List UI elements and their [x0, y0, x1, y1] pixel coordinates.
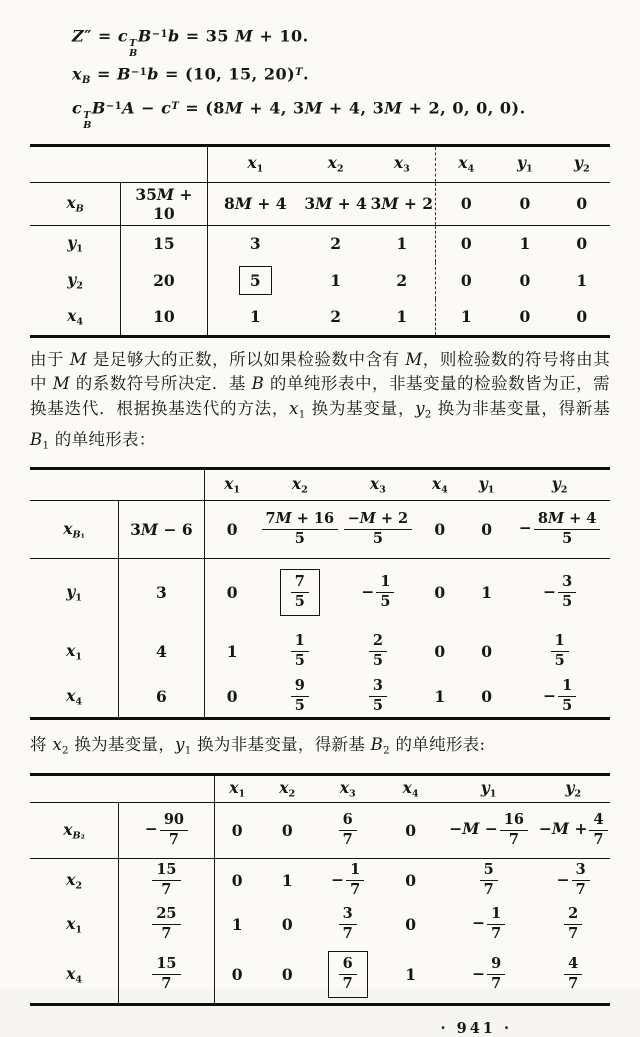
fraction: $\frac{4}{7}$ [564, 956, 582, 992]
matrix-cell: 1 [519, 234, 531, 254]
fraction: $\frac{6}{7}$ [339, 812, 357, 848]
matrix-cell [315, 946, 380, 1004]
column-header [30, 774, 119, 802]
table-row [30, 182, 610, 225]
column-header: $x_4$ [380, 774, 440, 802]
matrix-cell [260, 558, 341, 626]
column-header [121, 145, 208, 182]
column-header: $x_3$ [368, 145, 435, 182]
row-label: $y_1$ [30, 558, 119, 626]
row-value [119, 802, 215, 858]
page-number: · 941 · [440, 1019, 512, 1037]
matrix-cell: 0 [281, 965, 293, 985]
matrix-cell: 1 [481, 583, 492, 603]
matrix-cell: 1 [281, 871, 293, 891]
matrix-cell [536, 946, 610, 1004]
matrix-cell: 1 [460, 307, 472, 327]
table-row [30, 802, 610, 858]
column-header: $x_2$ [260, 468, 341, 500]
column-header: $x_1$ [204, 468, 259, 500]
matrix-cell [441, 946, 537, 1004]
matrix-cell: 0 [481, 687, 492, 707]
sign-prefix: − [144, 819, 158, 839]
fraction: $\frac{5}{7}$ [480, 862, 498, 898]
table-row [30, 500, 610, 558]
matrix-cell: 0 [231, 965, 243, 985]
fraction: $\frac{1}{5}$ [291, 633, 309, 669]
matrix-cell: 0 [226, 687, 238, 707]
sign-prefix: − [361, 581, 375, 601]
column-header: $x_1$ [214, 774, 259, 802]
matrix-cell [315, 858, 380, 902]
column-header: $x_4$ [416, 468, 464, 500]
simplex-table-b2 [30, 773, 610, 1006]
fraction: $\frac{3}{5}$ [369, 678, 387, 714]
matrix-cell: 0 [281, 914, 293, 934]
matrix-cell [340, 558, 416, 626]
matrix-cell [340, 500, 416, 558]
matrix-cell: 1 [576, 271, 588, 291]
matrix-cell: 0 [519, 271, 531, 291]
table-row [30, 262, 610, 299]
row-label: $x_{B_2}$ [30, 802, 119, 858]
matrix-cell: 0 [434, 641, 446, 661]
row-value [119, 902, 215, 946]
matrix-cell [315, 802, 380, 858]
column-header: $x_2$ [260, 774, 315, 802]
column-header: $y_2$ [509, 468, 610, 500]
fraction: $\frac{90}{7}$ [160, 812, 188, 848]
matrix-cell [536, 902, 610, 946]
matrix-cell: 0 [576, 234, 588, 254]
matrix-cell: 0 [380, 802, 440, 858]
paragraph-iteration-1: 由于 M 是足够大的正数，所以如果检验数中含有 M，则检验数的符号将由其中 M 的系数符号所决定．基 B 的单纯形表中，非基变量的检验数皆为正，需换基迭代．根据换基迭代的方法，$x_1$ 换为基变量，$y_2$ 换为非基变量，得新基 $B_1$ 的单纯形表： [30, 349, 611, 452]
matrix-cell: 0 [481, 641, 492, 661]
fraction: $\frac{25}{7}$ [152, 906, 180, 942]
column-header [119, 774, 215, 802]
matrix-cell: 0 [576, 307, 588, 327]
matrix-cell: 0 [405, 871, 416, 891]
matrix-cell: 1 [368, 225, 435, 262]
fraction: $\frac{16}{7}$ [500, 812, 528, 848]
matrix-cell: 0 [460, 234, 472, 254]
matrix-cell: 1 [434, 687, 446, 707]
table-row [30, 858, 610, 902]
fraction: $\frac{2}{5}$ [369, 633, 387, 669]
sign-prefix: − [472, 913, 486, 933]
fraction: $\frac{9}{5}$ [291, 678, 309, 714]
column-header: $x_4$ [436, 145, 496, 182]
matrix-cell: 0 [460, 271, 472, 291]
table-row [30, 902, 610, 946]
column-header: $x_2$ [303, 145, 368, 182]
matrix-cell [536, 858, 610, 902]
sign-prefix: − [543, 685, 557, 705]
fraction: $\frac{7M + 16}{5}$ [262, 511, 339, 547]
column-header: $y_1$ [496, 145, 553, 182]
row-value: 4 [119, 626, 205, 676]
matrix-cell [441, 858, 537, 902]
matrix-cell: 0 [496, 182, 553, 225]
matrix-cell: 3 [249, 234, 261, 254]
matrix-cell: 1 [405, 965, 416, 985]
table-row [30, 558, 610, 626]
matrix-cell [207, 262, 303, 299]
matrix-cell [536, 802, 610, 858]
row-label: $x_1$ [30, 626, 119, 676]
row-value [119, 858, 215, 902]
matrix-cell: 0 [260, 802, 315, 858]
column-header: $y_2$ [536, 774, 610, 802]
row-label: $x_4$ [30, 299, 121, 336]
column-header: $y_1$ [441, 774, 537, 802]
row-value: 3 [119, 558, 205, 626]
sign-prefix: −M + [538, 819, 588, 839]
row-value: 3M − 6 [119, 500, 205, 558]
fraction: $\frac{3}{7}$ [572, 862, 590, 898]
fraction: $\frac{3}{7}$ [339, 906, 357, 942]
matrix-cell: 0 [416, 500, 464, 558]
table-row [30, 676, 610, 718]
fraction: $\frac{9}{7}$ [487, 956, 505, 992]
row-value: 20 [121, 262, 208, 299]
matrix-cell: 0 [231, 871, 243, 891]
matrix-cell [441, 802, 537, 858]
pivot-box [328, 951, 368, 997]
fraction: $\frac{2}{7}$ [564, 906, 582, 942]
table-row [30, 946, 610, 1004]
matrix-cell [260, 500, 341, 558]
matrix-cell: 0 [519, 307, 531, 327]
fraction: $\frac{-M + 2}{5}$ [344, 511, 413, 547]
column-header: $y_1$ [464, 468, 509, 500]
matrix-cell: 0 [226, 583, 238, 603]
fraction: $\frac{7}{5}$ [291, 574, 309, 610]
column-header [119, 468, 205, 500]
sign-prefix: − [518, 518, 532, 538]
fraction: $\frac{15}{7}$ [152, 956, 180, 992]
matrix-cell [340, 626, 416, 676]
table-row [30, 225, 610, 262]
sign-prefix: − [331, 869, 345, 889]
header-row [30, 468, 610, 500]
row-value: 35M + 10 [121, 182, 208, 225]
fraction: $\frac{1}{5}$ [558, 678, 576, 714]
matrix-cell: 0 [434, 583, 446, 603]
matrix-cell: 1 [249, 307, 261, 327]
table-row [30, 299, 610, 336]
sign-prefix: − [472, 963, 486, 983]
sign-prefix: −M − [449, 819, 498, 839]
column-header: $x_3$ [315, 774, 380, 802]
header-row [30, 774, 610, 802]
row-label: $x_4$ [30, 676, 119, 718]
matrix-cell: 1 [368, 299, 435, 336]
row-label: $x_B$ [30, 182, 121, 225]
matrix-cell [260, 676, 341, 718]
column-header: $x_1$ [207, 145, 303, 182]
matrix-cell: 2 [330, 307, 341, 327]
simplex-table-initial [30, 144, 610, 338]
matrix-cell: 1 [330, 271, 341, 291]
fraction: $\frac{6}{7}$ [339, 956, 357, 992]
fraction: $\frac{1}{5}$ [376, 574, 394, 610]
matrix-cell: 2 [330, 234, 341, 254]
paragraph-iteration-2: 将 $x_2$ 换为基变量，$y_1$ 换为非基变量，得新基 $B_2$ 的单纯形表: [30, 734, 486, 757]
matrix-cell: 8M + 4 [207, 182, 303, 225]
matrix-cell: 0 [405, 914, 416, 934]
fraction: $\frac{1}{7}$ [346, 862, 364, 898]
header-row [30, 145, 610, 182]
equation-reduced-costs: c T B $B^{-1}A - c^T = (8M + 4$, 3M + 4, 3M + 2, 0, 0, 0). [72, 98, 526, 132]
matrix-cell [509, 676, 610, 718]
sign-prefix: − [556, 869, 570, 889]
matrix-cell [509, 558, 610, 626]
simplex-table-b1 [30, 467, 610, 720]
row-value: 15 [121, 225, 208, 262]
pivot-box: 5 [239, 266, 272, 295]
equations-block [72, 22, 610, 132]
equation-basic-solution: $x_B = B^{-1}b = (10$, 15, 20)$^T$. [72, 64, 310, 86]
matrix-cell: 1 [226, 641, 238, 661]
matrix-cell [340, 676, 416, 718]
row-label: $x_1$ [30, 902, 119, 946]
matrix-cell: 0 [204, 500, 259, 558]
matrix-cell: 0 [464, 500, 509, 558]
matrix-cell: 3M + 2 [368, 182, 435, 225]
row-value: 6 [119, 676, 205, 718]
fraction: $\frac{8M + 4}{5}$ [534, 511, 601, 547]
row-label: $x_2$ [30, 858, 119, 902]
pivot-box [280, 569, 320, 615]
column-header [30, 145, 121, 182]
matrix-cell: 3M + 4 [303, 182, 368, 225]
column-header [30, 468, 119, 500]
column-header: $y_2$ [554, 145, 610, 182]
row-value: 10 [121, 299, 208, 336]
matrix-cell [509, 626, 610, 676]
fraction: $\frac{3}{5}$ [558, 574, 576, 610]
matrix-cell: 1 [231, 914, 243, 934]
matrix-cell: 0 [436, 182, 496, 225]
matrix-cell: 0 [214, 802, 259, 858]
matrix-cell [441, 902, 537, 946]
fraction: $\frac{4}{7}$ [589, 812, 607, 848]
matrix-cell [315, 902, 380, 946]
fraction: $\frac{15}{7}$ [152, 862, 180, 898]
matrix-cell: 0 [554, 182, 610, 225]
fraction: $\frac{1}{7}$ [487, 906, 505, 942]
row-label: $y_1$ [30, 225, 121, 262]
equation-objective-value: Z″ = c T B $B^{-1}b = 35$ M + 10. [72, 26, 309, 60]
matrix-cell [260, 626, 341, 676]
column-header: $x_3$ [340, 468, 416, 500]
row-value [119, 946, 215, 1004]
sign-prefix: − [543, 581, 557, 601]
matrix-cell: 2 [368, 262, 435, 299]
matrix-cell [509, 500, 610, 558]
row-label: $x_{B_1}$ [30, 500, 119, 558]
table-row [30, 626, 610, 676]
row-label: $x_4$ [30, 946, 119, 1004]
row-label: $y_2$ [30, 262, 121, 299]
fraction: $\frac{1}{5}$ [551, 633, 569, 669]
